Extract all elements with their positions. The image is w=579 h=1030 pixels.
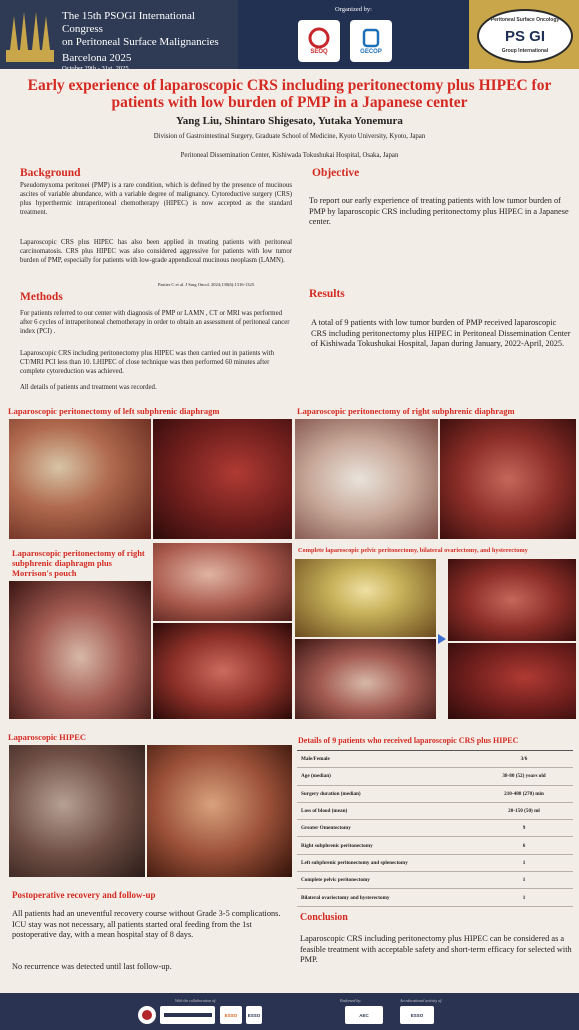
seoq-emblem-icon (308, 27, 330, 49)
congress-title-line1: The 15th PSOGI International Congress (62, 10, 195, 35)
patient-details-table (297, 750, 573, 907)
endorsed-label: Endorsed by: (340, 998, 362, 1003)
photo-right-subphrenic-2 (439, 418, 577, 540)
followup-heading: Postoperative recovery and follow-up (12, 890, 156, 900)
table-cell-value: 38-80 (52) years old (475, 768, 573, 785)
society-wordmark-icon (164, 1010, 212, 1020)
photo-left-subphrenic-2 (152, 418, 293, 540)
photo-pelvic-3 (447, 558, 577, 642)
photo-pelvic-2 (294, 638, 437, 720)
organized-by-label: Organized by: (335, 6, 372, 13)
seal-icon (141, 1009, 153, 1021)
caption-pelvic: Complete laparoscopic pelvic peritonectomy, bilateral ovariectomy, and hysterectomy (298, 547, 528, 554)
results-heading: Results (309, 288, 345, 300)
caption-left-subphrenic: Laparoscopic peritonectomy of left subphrenic diaphragm (8, 406, 220, 416)
table-cell-value: 9 (475, 820, 573, 837)
congress-city: Barcelona 2025 (62, 52, 132, 64)
table-row (297, 768, 573, 785)
table-cell-value: 3/6 (475, 751, 573, 768)
table-cell-label: Right subphrenic peritonectomy (297, 837, 475, 854)
caption-right-subphrenic: Laparoscopic peritonectomy of right subphrenic diaphragm (297, 406, 515, 416)
right-arrow-icon (438, 634, 446, 644)
organizers-block (238, 0, 469, 69)
photo-hipec-1 (8, 744, 146, 878)
esso-logo-1: ESSO (220, 1006, 242, 1024)
table-cell-label: Loss of blood (mean) (297, 802, 475, 819)
authors: Yang Liu, Shintaro Shigesato, Yutaka Yonemura (176, 115, 403, 127)
table-row (297, 837, 573, 854)
objective-heading: Objective (312, 167, 360, 179)
congress-title-line2: on Peritoneal Surface Malignancies (62, 36, 219, 48)
photo-pelvic-4 (447, 642, 577, 720)
background-paragraph-2: Laparoscopic CRS plus HIPEC has also been applied in treating patients with peritoneal carcinomatosis. CRS plus HIPEC was also considered aggressive for patients with low tumor burden of PMP, especially for patients with low-grade appendiceal mucinous neoplasm (LAMN). (20, 239, 292, 264)
photo-morrison-2 (8, 580, 152, 720)
photo-pelvic-1 (294, 558, 437, 638)
background-heading: Background (20, 167, 81, 179)
table-row (297, 820, 573, 837)
congress-dates: October 29th - 31st, 2025 (62, 65, 129, 72)
seoq-logo: SEOQ (298, 20, 340, 62)
table-cell-label: Complete pelvic peritonectomy (297, 872, 475, 889)
methods-paragraph-2: Laparoscopic CRS including peritonectomy plus HIPEC was then carried out in patients with CT/MRI PCI less than 10. LHIPEC of close technique was then performed 60 minutes after complete cytoreduction was achieved. (20, 350, 275, 375)
esso-logo-3: ESSO (400, 1006, 434, 1024)
photo-hipec-2 (146, 744, 293, 878)
table-cell-label: Left subphrenic peritonectomy and splenectomy (297, 854, 475, 871)
background-paragraph-1: Pseudomyxoma peritonei (PMP) is a rare condition, which is defined by the presence of mucinous ascites of variable abundance, with a variable degree of malignancy. Cytoreductive surgery (CRS) plus hyperthermic intraperitoneal chemotherapy (HIPEC) is now accepted as the standard treatment. (20, 182, 292, 216)
caption-morrison: Laparoscopic peritonectomy of right subphrenic diaphragm plus Morrison's pouch (12, 548, 145, 578)
methods-paragraph-1: For patients referred to our center with diagnosis of PMP or LAMN , CT or MRI was performed after 6 cycles of intraperitoneal chemotherapy in order to obtain an assessment of peritoneal cancer index (PCI) . (20, 310, 290, 335)
followup-paragraph-1: All patients had an uneventful recovery course without Grade 3-5 complications. ICU stay was not necessary, all patients started oral feeding from the 1st postoperative day, with a mean hospital stay of 8 days. (12, 909, 281, 939)
followup-paragraph-2: No recurrence was detected until last follow-up. (12, 962, 172, 971)
background-reference: Pastier C et al. J Surg Oncol. 2024;130(6):1316-1325. (158, 282, 256, 287)
table-heading: Details of 9 patients who received laparoscopic CRS plus HIPEC (298, 736, 519, 745)
congress-block (0, 0, 238, 72)
european-society-logo (160, 1006, 215, 1024)
caption-hipec: Laparoscopic HIPEC (8, 732, 87, 742)
conclusion-text: Laparoscopic CRS including peritonectomy plus HIPEC can be considered as a feasible treatment with acceptable safety and short-term efficacy for selected with PMP. (300, 934, 572, 964)
gecop-logo: GECOP (350, 20, 392, 62)
table-row (297, 751, 573, 768)
gecop-emblem-icon (360, 27, 382, 49)
methods-paragraph-3: All details of patients and treatment was recorded. (20, 384, 157, 391)
table-cell-value: 1 (475, 854, 573, 871)
header-banner (0, 0, 579, 72)
affiliation-2: Peritoneal Dissemination Center, Kishiwada Tokushukai Hospital, Osaka, Japan (180, 152, 399, 159)
table-row (297, 872, 573, 889)
results-text: A total of 9 patients with low tumor burden of PMP received laparoscopic CRS including peritonectomy plus HIPEC in Peritoneal Dissemination Center of Kishiwada Tokushukai Hospital, Japan during January, 2022-April, 2025. (311, 318, 571, 348)
table-cell-value: 20-150 (50) ml (475, 802, 573, 819)
esso-logo-2: ESSO (246, 1006, 262, 1024)
psogi-logo: Peritoneal Surface Oncology PS GI Group International (477, 9, 573, 63)
society-seal-logo (138, 1006, 156, 1024)
photo-morrison-3 (152, 622, 293, 720)
footer-banner (0, 993, 579, 1030)
aec-logo: AEC (345, 1006, 383, 1024)
table-cell-value: 6 (475, 837, 573, 854)
collaboration-label: With the collaboration of: (175, 998, 217, 1003)
activity-label: An educational activity of: (400, 998, 443, 1003)
photo-morrison-1 (152, 542, 293, 622)
table-cell-label: Bilateral ovariectomy and hysterectomy (297, 889, 475, 906)
table-row (297, 785, 573, 802)
conclusion-heading: Conclusion (300, 912, 348, 923)
table-cell-value: 1 (475, 889, 573, 906)
table-row (297, 802, 573, 819)
methods-heading: Methods (20, 291, 63, 303)
objective-text: To report our early experience of treating patients with low tumor burden of PMP by laparoscopic CRS including peritonectomy plus HIPEC in a Japanese center. (309, 196, 569, 226)
table-cell-label: Age (median) (297, 768, 475, 785)
table-cell-value: 210-480 (270) min (475, 785, 573, 802)
affiliation-1: Division of Gastrointestinal Surgery, Graduate School of Medicine, Kyoto University, Kyoto, Japan (153, 133, 426, 140)
table-row (297, 889, 573, 906)
table-cell-value: 1 (475, 872, 573, 889)
table-cell-label: Male/Female (297, 751, 475, 768)
table-cell-label: Greater Omentectomy (297, 820, 475, 837)
poster-title: Early experience of laparoscopic CRS including peritonectomy plus HIPEC for patients with low burden of PMP in a Japanese center (27, 77, 552, 111)
photo-right-subphrenic-1 (294, 418, 439, 540)
psogi-block (469, 0, 579, 69)
table-cell-label: Surgery duration (median) (297, 785, 475, 802)
table-row (297, 854, 573, 871)
photo-left-subphrenic-1 (8, 418, 152, 540)
sagrada-familia-icon (6, 10, 54, 62)
